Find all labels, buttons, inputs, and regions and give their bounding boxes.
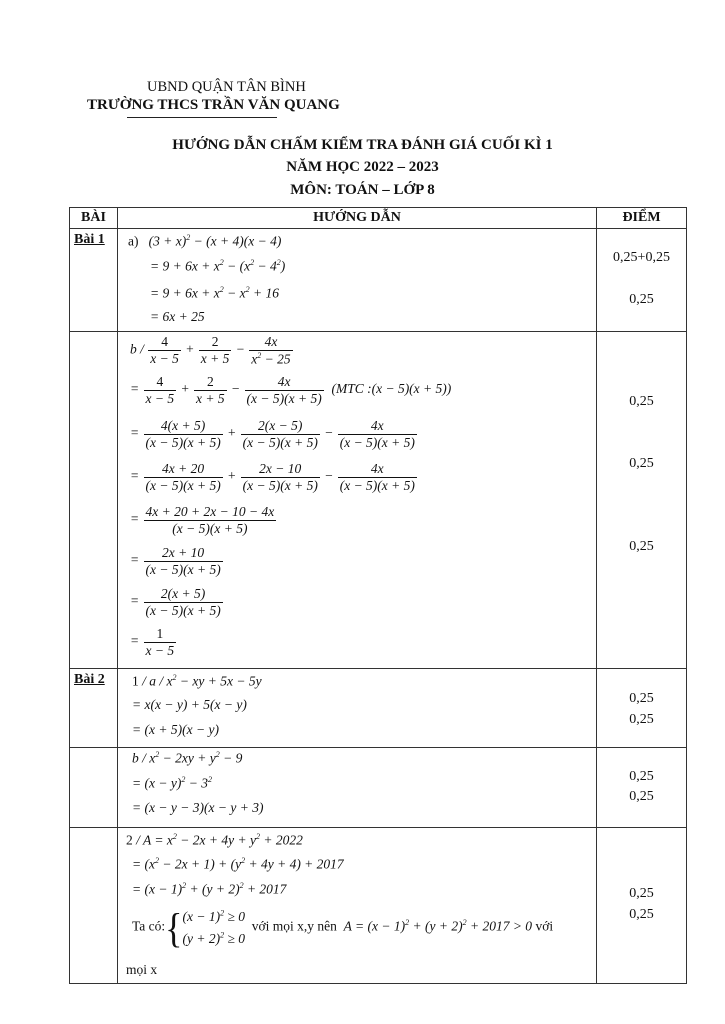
moix-label: mọi x	[126, 962, 158, 977]
bai-label-1: Bài 1	[70, 229, 118, 332]
diem-2-1a: 0,25 0,25	[597, 669, 687, 748]
district-name: UBND QUẬN TÂN BÌNH	[147, 79, 306, 95]
table-row	[70, 748, 687, 828]
doc-title: HƯỚNG DẪN CHẤM KIỂM TRA ĐÁNH GIÁ CUỐI KÌ 1	[172, 137, 553, 153]
bai-label-empty	[70, 828, 118, 984]
header-underline	[127, 117, 277, 118]
diem-1b: 0,25 0,25 0,25	[597, 332, 687, 669]
solution-2-2: $2 / A = x^2 - 2x + 4y + y^2 + 2022$ = $(x^2 - 2x + 1) + (y^2 + 4y + 4) + 2017$ = $(x - 1)^2 + (y + 2)^2 + 2017$ Ta có:{(x − 1)$^2$ ≥ 0 $(y + 2)^2 \ge 0$ với mọi x,y nên $A = (x - 1)^2 + (y + 2)^2 + 2017 > 0$ với mọi x	[118, 828, 597, 984]
bai-label-empty	[70, 748, 118, 828]
school-name: TRƯỜNG THCS TRẦN VĂN QUANG	[87, 97, 340, 113]
solution-2-1b: $b / x^2 - 2xy + y^2 - 9$ = $(x - y)^2 - 3^2$ = (x − y − 3)(x − y + 3)	[118, 748, 597, 828]
solution-2-1a: 1 / a / $x^2$ − xy + 5x − 5y = x(x − y) + 5(x − y) = (x + 5)(x − y)	[118, 669, 597, 748]
bai-label-2: Bài 2	[70, 669, 118, 748]
mtc-note: (MTC :(x − 5)(x + 5))	[331, 381, 452, 397]
diem-2-1b: 0,25 0,25	[597, 748, 687, 828]
subject: MÔN: TOÁN – LỚP 8	[290, 182, 435, 198]
diem-1a: 0,25+0,25 0,25	[597, 229, 687, 332]
col-bai: BÀI	[70, 208, 118, 229]
table-row	[70, 332, 687, 669]
table-row	[70, 229, 687, 332]
table-row	[70, 669, 687, 748]
taco-label: Ta có:	[132, 918, 166, 934]
table-header-row	[70, 208, 687, 229]
grading-table	[69, 207, 687, 984]
school-year: NĂM HỌC 2022 – 2023	[286, 159, 439, 175]
diem-2-2: 0,25 0,25	[597, 828, 687, 984]
col-huong-dan: HƯỚNG DẪN	[118, 208, 597, 229]
solution-1a: a) $(3 + x)^2 - (x + 4)(x - 4)$ = $9 + 6x + x^2 - (x^2 - 4^2)$ = $9 + 6x + x^2 - x^2 + 16$ = 6x + 25	[118, 229, 597, 332]
bai-label-empty	[70, 332, 118, 669]
col-diem: ĐIỂM	[597, 208, 687, 229]
solution-1b: b / $\frac{4}{x - 5}$ + $\frac{2}{x + 5}$ − $\frac{4x}{x^2 - 25}$ = $\frac{4}{x - 5}$ + $\frac{2}{x + 5}$ − $\frac{4x}{(x - 5)(x + 5)}$ (MTC :(x − 5)(x + 5)) = $\frac{4(x + 5)}{(x - 5)(x + 5)}$ + $\frac{2(x - 5)}{(x - 5)(x + 5)}$ − $\frac{4x}{(x - 5)(x + 5)}$ = $\frac{4x + 20}{(x - 5)(x + 5)}$ + $\frac{2x - 10}{(x - 5)(x + 5)}$ − $\frac{4x}{(x - 5)(x + 5)}$ = $\frac{4x + 20 + 2x - 10 - 4x}{(x - 5)(x + 5)}$ = $\frac{2x + 10}{(x - 5)(x + 5)}$ = $\frac{2(x + 5)}{(x - 5)(x + 5)}$ = $\frac{1}{x - 5}$	[118, 332, 597, 669]
table-row	[70, 828, 687, 984]
voimoi-label: với mọi x,y nên	[251, 918, 337, 934]
voi-label: với	[535, 918, 554, 934]
